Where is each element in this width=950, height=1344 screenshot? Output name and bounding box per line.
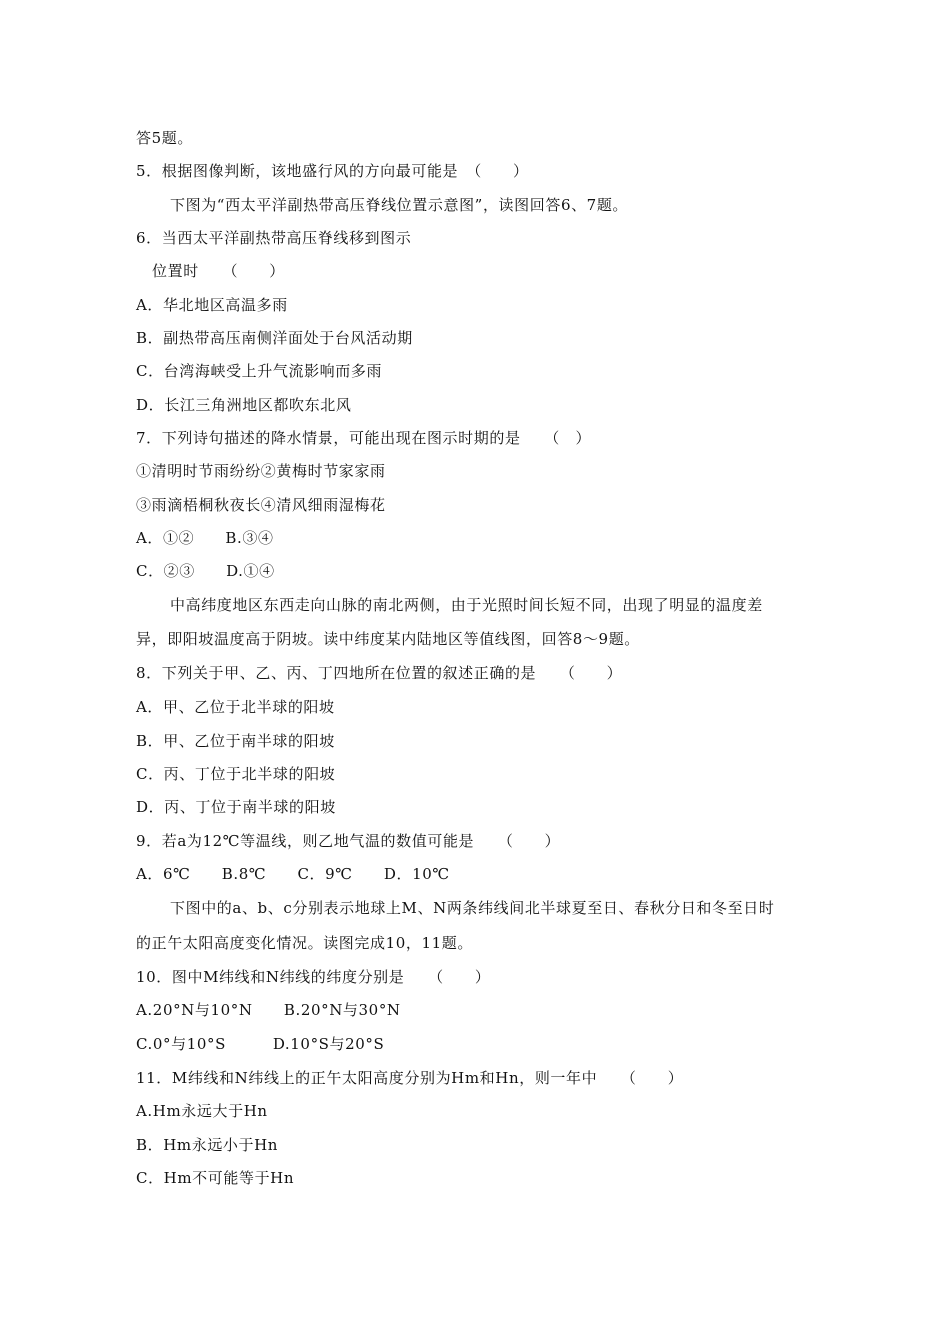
question-5: 5．根据图像判断，该地盛行风的方向最可能是 （ ） [136,162,529,180]
question-6: 6．当西太平洋副热带高压脊线移到图示 [136,229,412,247]
poem-lines-2: ③雨滴梧桐秋夜长④清风细雨湿梅花 [136,496,386,514]
intro-8-9-cont: 异，即阳坡温度高于阴坡。读中纬度某内陆地区等值线图，回答8～9题。 [136,630,640,648]
option-8b: B．甲、乙位于南半球的阳坡 [136,732,335,750]
option-8d: D．丙、丁位于南半球的阳坡 [136,798,336,816]
question-8: 8．下列关于甲、乙、丙、丁四地所在位置的叙述正确的是 （ ） [136,664,623,682]
option-7ab: A．①② B.③④ [136,529,274,547]
option-8c: C．丙、丁位于北半球的阳坡 [136,765,336,783]
intro-10-11-cont: 的正午太阳高度变化情况。读图完成10，11题。 [136,934,473,952]
option-6c: C．台湾海峡受上升气流影响而多雨 [136,362,383,380]
options-10cd: C.0°与10°S D.10°S与20°S [136,1035,385,1053]
poem-lines-1: ①清明时节雨纷纷②黄梅时节家家雨 [136,462,386,480]
option-8a: A．甲、乙位于北半球的阳坡 [136,698,335,716]
question-11: 11．M纬线和N纬线上的正午太阳高度分别为Hm和Hn，则一年中 （ ） [136,1069,684,1087]
options-10ab: A.20°N与10°N B.20°N与30°N [136,1001,401,1019]
question-6-cont: 位置时 （ ） [152,262,285,280]
options-9: A．6℃ B.8℃ C．9℃ D．10℃ [136,865,450,883]
question-9: 9．若a为12℃等温线，则乙地气温的数值可能是 （ ） [136,832,561,850]
question-10: 10．图中M纬线和N纬线的纬度分别是 （ ） [136,968,491,986]
option-6a: A．华北地区高温多雨 [136,296,288,314]
option-11c: C．Hm不可能等于Hn [136,1169,295,1187]
option-7cd: C．②③ D.①④ [136,562,275,580]
intro-6-7: 下图为“西太平洋副热带高压脊线位置示意图”，读图回答6、7题。 [170,196,629,214]
option-11b: B．Hm永远小于Hn [136,1136,279,1154]
text-line-answer-5: 答5题。 [136,129,193,147]
option-6b: B．副热带高压南侧洋面处于台风活动期 [136,329,413,347]
question-7: 7．下列诗句描述的降水情景，可能出现在图示时期的是 （ ） [136,429,592,447]
intro-10-11: 下图中的a、b、c分别表示地球上M、N两条纬线间北半球夏至日、春秋分日和冬至日时 [170,899,775,917]
option-11a: A.Hm永远大于Hn [136,1102,268,1120]
intro-8-9: 中高纬度地区东西走向山脉的南北两侧，由于光照时间长短不同，出现了明显的温度差 [170,596,763,614]
option-6d: D．长江三角洲地区都吹东北风 [136,396,352,414]
